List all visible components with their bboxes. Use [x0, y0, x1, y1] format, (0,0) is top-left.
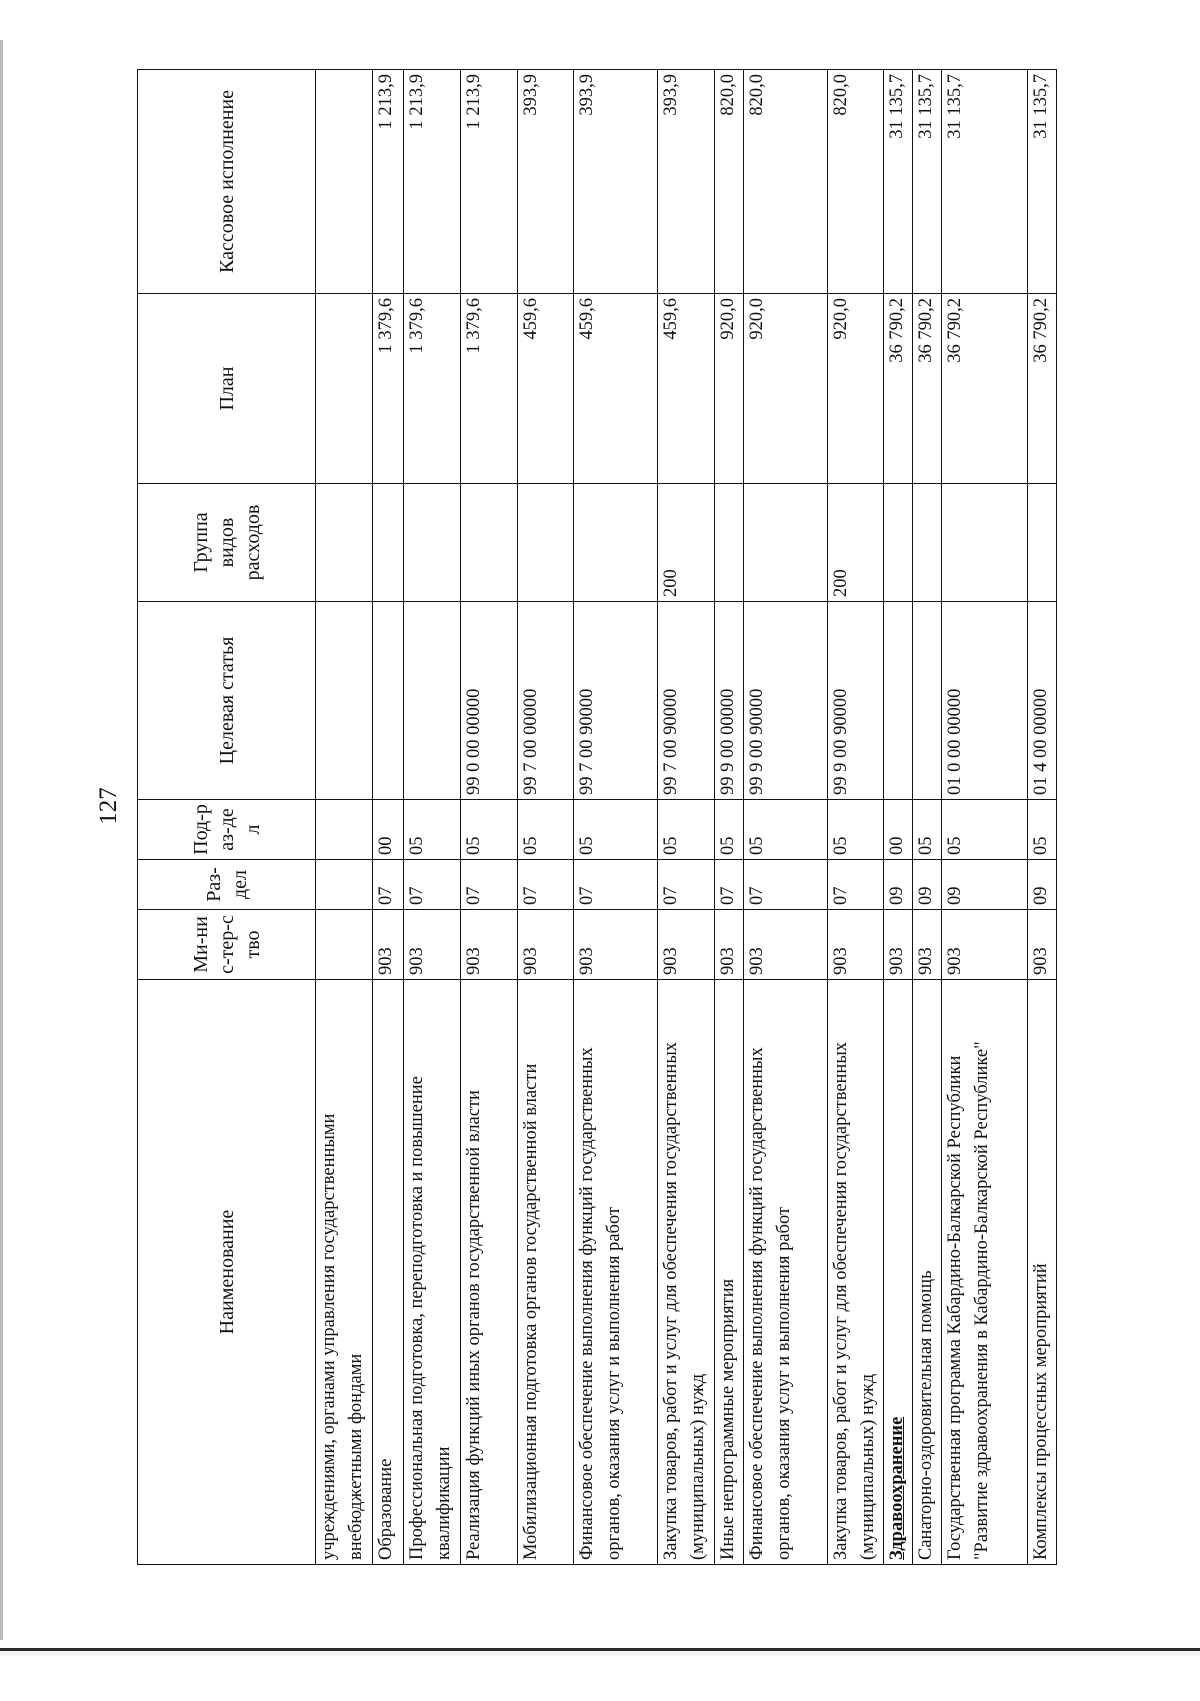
- scan-edge: [0, 1648, 1200, 1701]
- table-row: [518, 70, 574, 1565]
- table-row: [461, 70, 518, 1565]
- cell-target-article: 99 9 00 90000: [744, 602, 828, 800]
- cell-expense-group: [715, 484, 744, 602]
- cell-plan: 36 790,2: [942, 294, 1028, 484]
- cell-name: Финансовое обеспечение выполнения функций государственных органов, оказания услуг и выполнения работ: [744, 980, 828, 1565]
- table-row: [1028, 70, 1057, 1565]
- cell-ministry: 903: [744, 910, 828, 980]
- table-row: [942, 70, 1028, 1565]
- cell-razdel: 07: [461, 860, 518, 910]
- cell-podrazdel: 05: [1028, 800, 1057, 860]
- cell-ministry: 903: [658, 910, 715, 980]
- cell-name: Реализация функций иных органов государственной власти: [461, 980, 518, 1565]
- cell-plan: 36 790,2: [884, 294, 913, 484]
- cell-podrazdel: [316, 800, 373, 860]
- cell-expense-group: [373, 484, 404, 602]
- cell-razdel: 07: [744, 860, 828, 910]
- cell-podrazdel: 05: [913, 800, 942, 860]
- cell-expense-group: 200: [658, 484, 715, 602]
- cell-target-article: [884, 602, 913, 800]
- budget-table: [137, 69, 1057, 1565]
- cell-podrazdel: 05: [518, 800, 574, 860]
- cell-razdel: 07: [518, 860, 574, 910]
- header-razdel: Раз-дел: [138, 860, 316, 910]
- cell-podrazdel: 05: [744, 800, 828, 860]
- cell-podrazdel: 05: [828, 800, 884, 860]
- cell-expense-group: [316, 484, 373, 602]
- cell-name: Профессиональная подготовка, переподготовка и повышение квалификации: [404, 980, 461, 1565]
- cell-plan: 459,6: [658, 294, 715, 484]
- cell-name: Санаторно-оздоровительная помощь: [913, 980, 942, 1565]
- cell-target-article: 01 4 00 00000: [1028, 602, 1057, 800]
- scan-border-left: [0, 40, 3, 1640]
- cell-razdel: 07: [373, 860, 404, 910]
- cell-expense-group: [461, 484, 518, 602]
- cell-podrazdel: 05: [658, 800, 715, 860]
- cell-plan: 459,6: [574, 294, 658, 484]
- cell-plan: 459,6: [518, 294, 574, 484]
- cell-ministry: 903: [1028, 910, 1057, 980]
- cell-expense-group: [1028, 484, 1057, 602]
- cell-target-article: [373, 602, 404, 800]
- cell-ministry: 903: [404, 910, 461, 980]
- cell-razdel: 09: [913, 860, 942, 910]
- cell-expense-group: [404, 484, 461, 602]
- cell-target-article: [913, 602, 942, 800]
- cell-name: Финансовое обеспечение выполнения функций государственных органов, оказания услуг и выполнения работ: [574, 980, 658, 1565]
- cell-expense-group: 200: [828, 484, 884, 602]
- cell-name: Здравоохранение: [884, 980, 913, 1565]
- page-number: 127: [95, 787, 122, 825]
- cell-target-article: 99 7 00 90000: [658, 602, 715, 800]
- header-row: [138, 70, 316, 1565]
- cell-target-article: [316, 602, 373, 800]
- cell-name: Закупка товаров, работ и услуг для обеспечения государственных (муниципальных) нужд: [828, 980, 884, 1565]
- cell-cash-execution: [316, 70, 373, 294]
- cell-podrazdel: 00: [373, 800, 404, 860]
- cell-target-article: 99 0 00 00000: [461, 602, 518, 800]
- cell-cash-execution: 393,9: [658, 70, 715, 294]
- cell-expense-group: [913, 484, 942, 602]
- cell-ministry: 903: [913, 910, 942, 980]
- cell-plan: 36 790,2: [1028, 294, 1057, 484]
- cell-ministry: 903: [715, 910, 744, 980]
- cell-target-article: 01 0 00 00000: [942, 602, 1028, 800]
- cell-expense-group: [744, 484, 828, 602]
- cell-plan: 1 379,6: [373, 294, 404, 484]
- cell-target-article: 99 9 00 00000: [715, 602, 744, 800]
- cell-cash-execution: 393,9: [518, 70, 574, 294]
- cell-razdel: 07: [404, 860, 461, 910]
- cell-name: учреждениями, органами управления государственными внебюджетными фондами: [316, 980, 373, 1565]
- cell-cash-execution: 31 135,7: [942, 70, 1028, 294]
- cell-razdel: [316, 860, 373, 910]
- table-row: [913, 70, 942, 1565]
- cell-podrazdel: 05: [574, 800, 658, 860]
- cell-plan: 1 379,6: [404, 294, 461, 484]
- cell-podrazdel: 05: [715, 800, 744, 860]
- cell-plan: 920,0: [828, 294, 884, 484]
- cell-cash-execution: 1 213,9: [404, 70, 461, 294]
- header-name: Наименование: [138, 980, 316, 1565]
- header-cash-execution: Кассовое исполнение: [138, 70, 316, 294]
- header-plan: План: [138, 294, 316, 484]
- cell-ministry: 903: [518, 910, 574, 980]
- cell-razdel: 09: [942, 860, 1028, 910]
- cell-razdel: 09: [884, 860, 913, 910]
- cell-ministry: 903: [884, 910, 913, 980]
- cell-razdel: 07: [658, 860, 715, 910]
- cell-name: Иные непрограммные мероприятия: [715, 980, 744, 1565]
- cell-expense-group: [518, 484, 574, 602]
- cell-name: Комплексы процессных мероприятий: [1028, 980, 1057, 1565]
- cell-plan: 920,0: [715, 294, 744, 484]
- header-target-article: Целевая статья: [138, 602, 316, 800]
- cell-cash-execution: 31 135,7: [913, 70, 942, 294]
- cell-podrazdel: 05: [942, 800, 1028, 860]
- cell-target-article: 99 7 00 00000: [518, 602, 574, 800]
- cell-cash-execution: 820,0: [744, 70, 828, 294]
- cell-target-article: 99 7 00 90000: [574, 602, 658, 800]
- cell-cash-execution: 820,0: [715, 70, 744, 294]
- cell-expense-group: [884, 484, 913, 602]
- cell-ministry: 903: [828, 910, 884, 980]
- table-row: [744, 70, 828, 1565]
- cell-name: Закупка товаров, работ и услуг для обеспечения государственных (муниципальных) нужд: [658, 980, 715, 1565]
- table-row: [373, 70, 404, 1565]
- cell-cash-execution: 393,9: [574, 70, 658, 294]
- cell-podrazdel: 05: [404, 800, 461, 860]
- cell-target-article: [404, 602, 461, 800]
- cell-cash-execution: 31 135,7: [1028, 70, 1057, 294]
- cell-ministry: 903: [373, 910, 404, 980]
- cell-expense-group: [574, 484, 658, 602]
- table-row: [715, 70, 744, 1565]
- cell-ministry: 903: [461, 910, 518, 980]
- table-row: [404, 70, 461, 1565]
- cell-ministry: 903: [574, 910, 658, 980]
- cell-razdel: 09: [1028, 860, 1057, 910]
- cell-podrazdel: 00: [884, 800, 913, 860]
- cell-target-article: 99 9 00 90000: [828, 602, 884, 800]
- header-podrazdel: Под-раз-дел: [138, 800, 316, 860]
- cell-name: Государственная программа Кабардино-Балкарской Республики "Развитие здравоохранения в Кабардино-Балкарской Республике": [942, 980, 1028, 1565]
- cell-ministry: 903: [942, 910, 1028, 980]
- cell-podrazdel: 05: [461, 800, 518, 860]
- cell-name: Мобилизационная подготовка органов государственной власти: [518, 980, 574, 1565]
- cell-ministry: [316, 910, 373, 980]
- cell-cash-execution: 1 213,9: [461, 70, 518, 294]
- cell-razdel: 07: [715, 860, 744, 910]
- table-row: [658, 70, 715, 1565]
- cell-cash-execution: 31 135,7: [884, 70, 913, 294]
- cell-plan: 920,0: [744, 294, 828, 484]
- cell-name: Образование: [373, 980, 404, 1565]
- cell-cash-execution: 820,0: [828, 70, 884, 294]
- cell-plan: 1 379,6: [461, 294, 518, 484]
- header-ministry: Ми-нис-тер-ство: [138, 910, 316, 980]
- cell-razdel: 07: [574, 860, 658, 910]
- cell-razdel: 07: [828, 860, 884, 910]
- header-expense-group: Группа видов расходов: [138, 484, 316, 602]
- table-row: [828, 70, 884, 1565]
- rotated-table-container: [137, 70, 1140, 1565]
- table-row: [884, 70, 913, 1565]
- table-row: [574, 70, 658, 1565]
- cell-cash-execution: 1 213,9: [373, 70, 404, 294]
- cell-plan: [316, 294, 373, 484]
- cell-expense-group: [942, 484, 1028, 602]
- table-row: [316, 70, 373, 1565]
- cell-plan: 36 790,2: [913, 294, 942, 484]
